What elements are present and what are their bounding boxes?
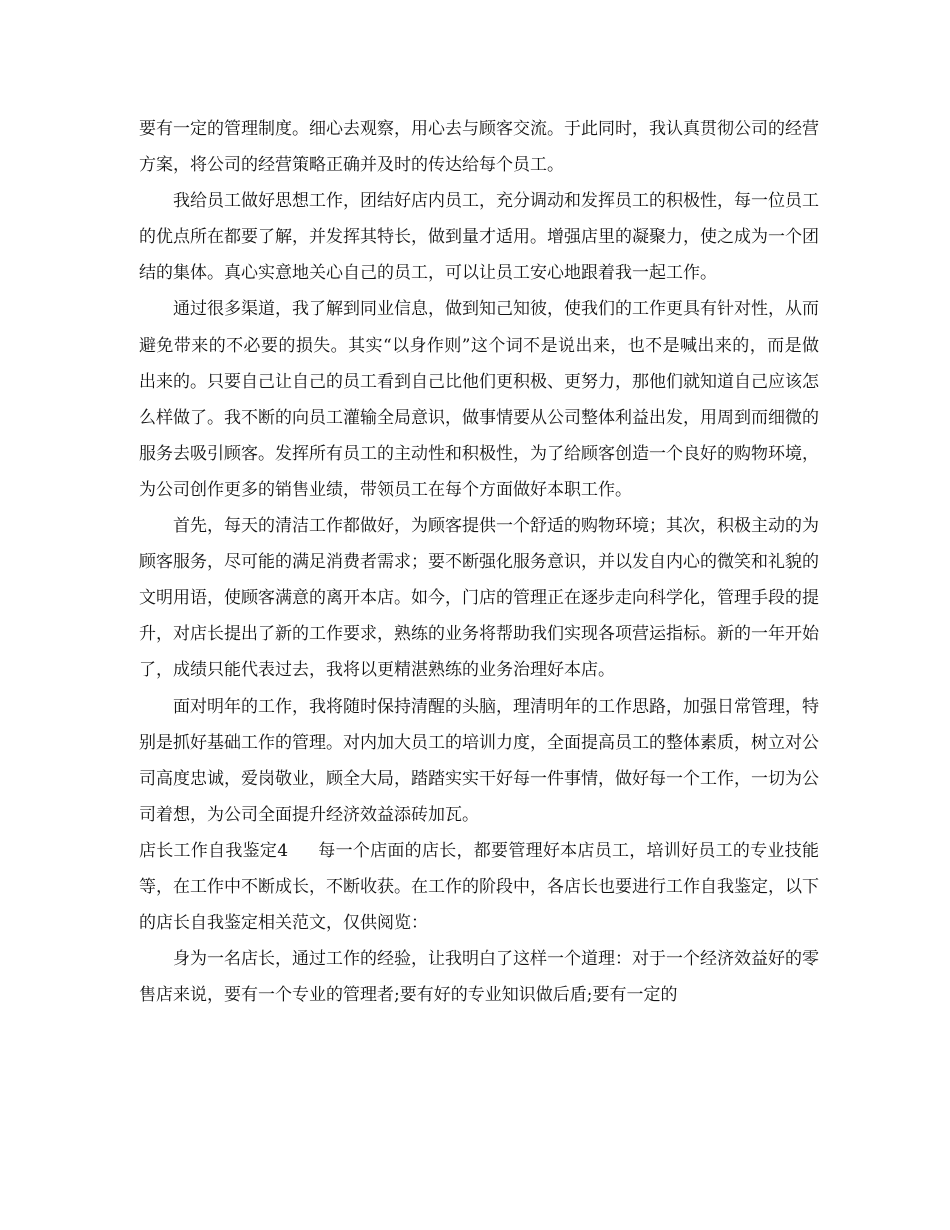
paragraph-final: 身为一名店长，通过工作的经验，让我明白了这样一个道理：对于一个经济效益好的零售店来说，要有一个专业的管理者;要有好的专业知识做后盾;要有一定的 <box>139 949 819 1006</box>
section-heading: 店长工作自我鉴定4 <box>139 840 289 861</box>
paragraph-industry-info: 通过很多渠道，我了解到同业信息，做到知己知彼，使我们的工作更具有针对性，从而避免带来的不必要的损失。其实“以身作则”这个词不是说出来，也不是喊出来的，而是做出来的。只要自己让自己的员工看到自己比他们更积极、更努力，那他们就知道自己应该怎么样做了。我不断的向员工灌输全局意识，做事情要从公司整体利益出发，用周到而细微的服务去吸引顾客。发挥所有员工的主动性和积极性，为了给顾客创造一个良好的购物环境，为公司创作更多的销售业绩，带领员工在每个方面做好本职工作。 <box>139 299 819 500</box>
paragraph-daily-work: 首先，每天的清洁工作都做好，为顾客提供一个舒适的购物环境；其次，积极主动的为顾客服务，尽可能的满足消费者需求；要不断强化服务意识，并以发自内心的微笑和礼貌的文明用语，使顾客满意的离开本店。如今，门店的管理正在逐步走向科学化，管理手段的提升，对店长提出了新的工作要求，熟练的业务将帮助我们实现各项营运指标。新的一年开始了，成绩只能代表过去，我将以更精湛熟练的业务治理好本店。 <box>139 516 819 681</box>
section-heading-line <box>139 833 819 941</box>
document-body <box>139 111 819 1013</box>
paragraph-staff-thinking: 我给员工做好思想工作，团结好店内员工，充分调动和发挥员工的积极性，每一位员工的优点所在都要了解，并发挥其特长，做到量才适用。增强店里的凝聚力，使之成为一个团结的集体。真心实意地关心自己的员工，可以让员工安心地跟着我一起工作。 <box>139 191 819 284</box>
paragraph-next-year: 面对明年的工作，我将随时保持清醒的头脑，理清明年的工作思路，加强日常管理，特别是抓好基础工作的管理。对内加大员工的培训力度，全面提高员工的整体素质，树立对公司高度忠诚，爱岗敬业，顾全大局，踏踏实实干好每一件事情，做好每一个工作，一切为公司着想，为公司全面提升经济效益添砖加瓦。 <box>139 696 819 825</box>
section-intro: 每一个店面的店长，都要管理好本店员工，培训好员工的专业技能等，在工作中不断成长，不断收获。在工作的阶段中，各店长也要进行工作自我鉴定，以下的店长自我鉴定相关范文，仅供阅览： <box>139 840 819 934</box>
paragraph-continuation: 要有一定的管理制度。细心去观察，用心去与顾客交流。于此同时，我认真贯彻公司的经营方案，将公司的经营策略正确并及时的传达给每个员工。 <box>139 119 819 176</box>
